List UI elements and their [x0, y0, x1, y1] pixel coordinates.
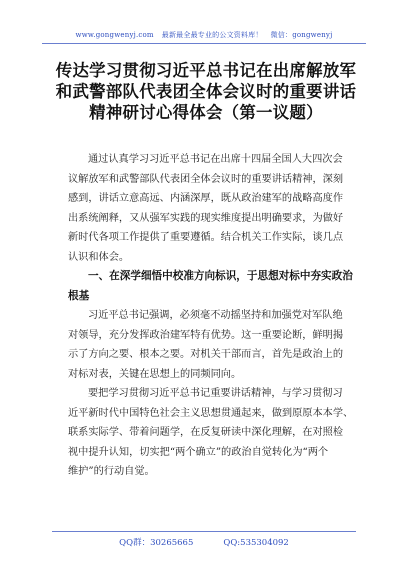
paragraph-line: 维护”的行动自觉。 [68, 466, 155, 477]
footer-qq: QQ:535304092 [223, 538, 289, 548]
section-heading-1 [68, 267, 368, 306]
paragraph-line: 联系实际学、带着问题学，在反复研读中深化理解，在对照检 [68, 427, 344, 438]
paragraph-line: 对标对表，关键在思想上的同频同向。 [68, 368, 242, 380]
title-line: 传达学习贯彻习近平总书记在出席解放军 [55, 61, 357, 80]
paragraph-line: 近平新时代中国特色社会主义思想贯通起来，做到原原本本学、 [68, 407, 354, 419]
title-line: 精神研讨心得体会（第一议题） [89, 103, 323, 122]
paragraph-line: 要把学习贯彻习近平总书记重要讲话精神，与学习贯彻习 [88, 388, 343, 399]
footer-divider [52, 531, 356, 532]
document-title [44, 60, 368, 123]
header-banner [0, 30, 408, 40]
paragraph-line: 示了方向之要、根本之要。对机关干部而言，首先是政治上的 [68, 349, 344, 360]
paragraph-line: 视中提升认知，切实把“两个确立”的政治自觉转化为“两个 [68, 446, 329, 458]
title-line: 和武警部队代表团全体会议时的重要讲话 [55, 82, 357, 101]
paragraph-line: 对领导，充分发挥政治建军特有优势。这一重要论断，鲜明揭 [68, 329, 344, 341]
footer-banner [0, 536, 408, 548]
header-slogan: 最新最全最专业的公文资料库！ [161, 31, 263, 39]
paragraph-line: 认识和体会。 [68, 251, 130, 263]
section1-paragraph-1 [68, 306, 368, 384]
paragraph-line: 习近平总书记强调，必须毫不动摇坚持和加强党对军队绝 [88, 310, 343, 321]
paragraph-line: 新时代各项工作提供了重要遵循。结合机关工作实际，谈几点 [68, 232, 344, 243]
header-divider [42, 43, 366, 44]
footer-qq-group: QQ群：30265665 [119, 538, 194, 548]
header-website[interactable]: www.gongwenyj.com [75, 31, 154, 39]
paragraph-line: 感到，讲话立意高远、内涵深厚，既从政治建军的战略高度作 [68, 193, 344, 204]
header-wechat: 微信：gongwenyj [270, 31, 333, 39]
paragraph-line: 议解放军和武警部队代表团全体会议时的重要讲话精神，深刻 [68, 173, 344, 185]
paragraph-line: 通过认真学习习近平总书记在出席十四届全国人大四次会 [88, 154, 343, 165]
paragraph-line: 出系统阐释，又从强军实践的现实维度提出明确要求，为做好 [68, 212, 344, 224]
heading-line: 根基 [68, 289, 90, 302]
heading-line: 一、在深学细悟中校准方向标识，于思想对标中夯实政治 [88, 270, 353, 282]
section1-paragraph-2 [68, 384, 368, 482]
intro-paragraph [68, 150, 368, 267]
